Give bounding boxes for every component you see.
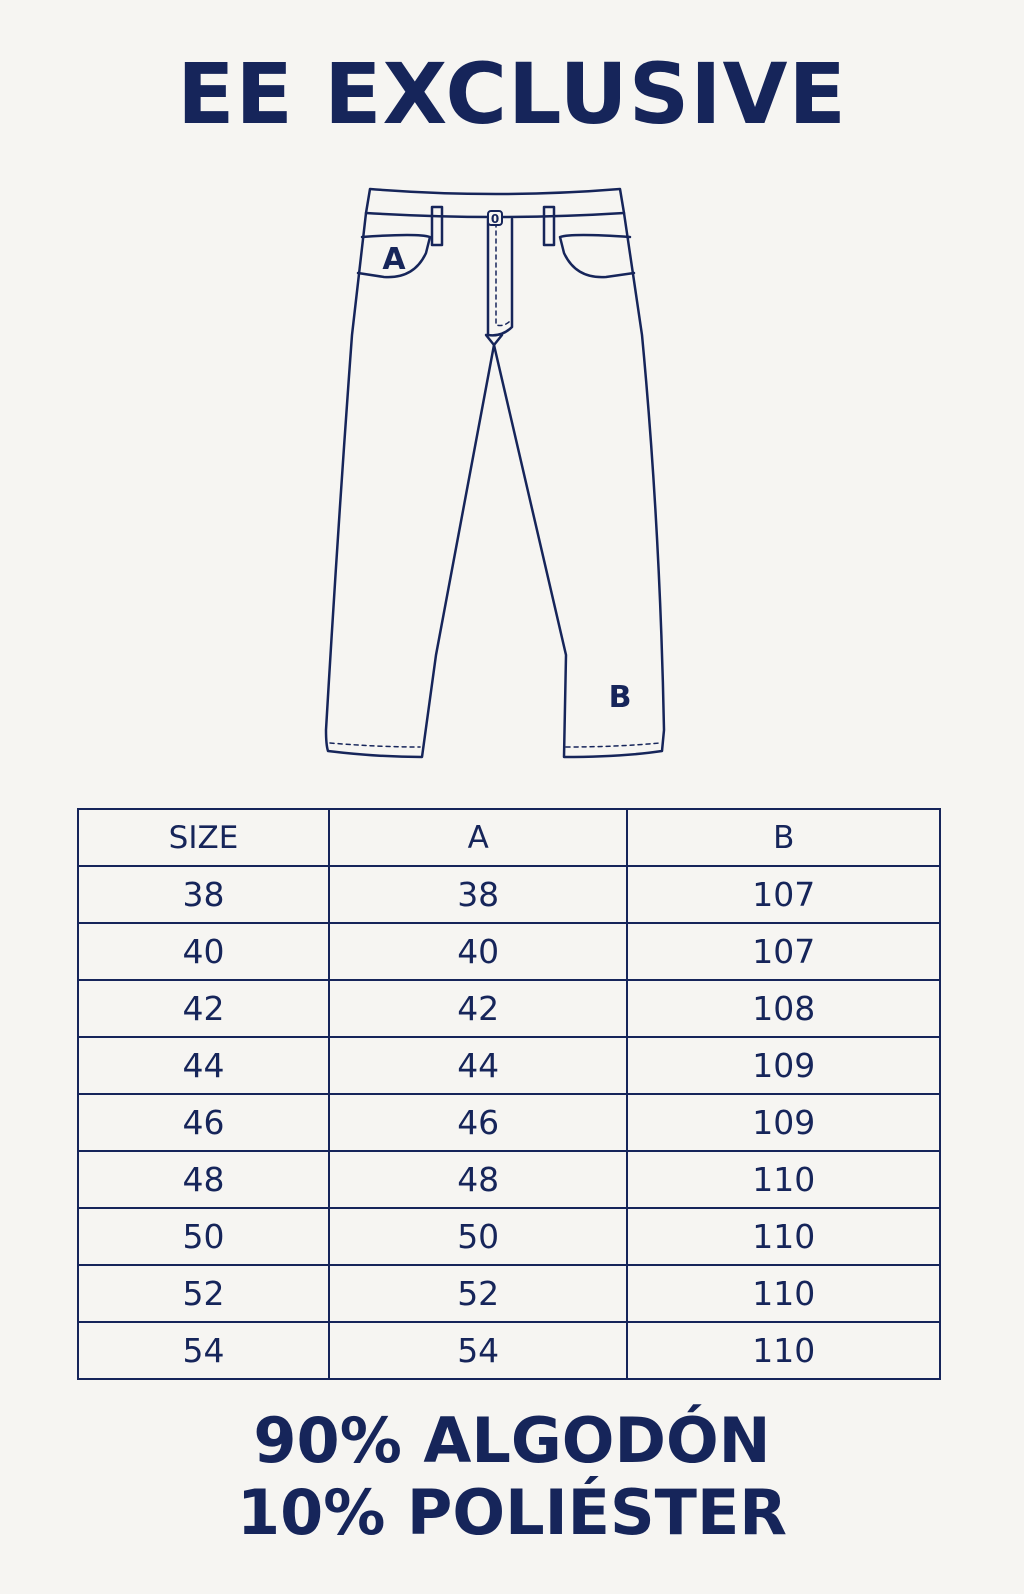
product-title: EE EXCLUSIVE (177, 45, 847, 143)
cell-b: 108 (627, 980, 940, 1037)
pants-outline (326, 213, 664, 757)
table-row (78, 1094, 940, 1151)
measure-label-a: A (382, 242, 406, 277)
cell-a: 38 (329, 866, 628, 923)
table-row (78, 923, 940, 980)
cell-b: 109 (627, 1037, 940, 1094)
cell-b: 110 (627, 1208, 940, 1265)
fly-stitch (496, 223, 510, 326)
cell-size: 38 (78, 866, 329, 923)
cell-a: 44 (329, 1037, 628, 1094)
cell-b: 107 (627, 866, 940, 923)
cell-size: 40 (78, 923, 329, 980)
cell-b: 110 (627, 1322, 940, 1379)
table-row (78, 980, 940, 1037)
table-row (78, 1037, 940, 1094)
cell-a: 42 (329, 980, 628, 1037)
belt-loop-right (544, 207, 554, 245)
cell-a: 50 (329, 1208, 628, 1265)
fabric-composition (0, 1405, 1024, 1549)
left-hem (330, 743, 420, 747)
header-b: B (627, 809, 940, 866)
table-row (78, 866, 940, 923)
table-row (78, 1265, 940, 1322)
cell-size: 48 (78, 1151, 329, 1208)
size-table (77, 808, 941, 1380)
fly (488, 219, 512, 335)
belt-loop-left (432, 207, 442, 245)
right-hem (566, 743, 660, 747)
cell-b: 110 (627, 1151, 940, 1208)
cell-a: 48 (329, 1151, 628, 1208)
cell-size: 52 (78, 1265, 329, 1322)
button-mark: 0 (490, 212, 500, 226)
header-a: A (329, 809, 628, 866)
composition-line-polyester: 10% POLIÉSTER (236, 1476, 788, 1549)
measure-label-b: B (608, 680, 632, 715)
table-row (78, 1322, 940, 1379)
cell-a: 40 (329, 923, 628, 980)
cell-b: 110 (627, 1265, 940, 1322)
cell-b: 109 (627, 1094, 940, 1151)
composition-line-cotton: 90% ALGODÓN (253, 1404, 771, 1477)
cell-b: 107 (627, 923, 940, 980)
header-size: SIZE (78, 809, 329, 866)
table-row (78, 1208, 940, 1265)
cell-size: 46 (78, 1094, 329, 1151)
right-pocket (560, 235, 634, 277)
cell-size: 54 (78, 1322, 329, 1379)
cell-size: 44 (78, 1037, 329, 1094)
table-row (78, 1151, 940, 1208)
cell-a: 46 (329, 1094, 628, 1151)
cell-a: 52 (329, 1265, 628, 1322)
cell-a: 54 (329, 1322, 628, 1379)
cell-size: 42 (78, 980, 329, 1037)
pants-diagram (322, 185, 672, 775)
cell-size: 50 (78, 1208, 329, 1265)
table-header-row (78, 809, 940, 866)
